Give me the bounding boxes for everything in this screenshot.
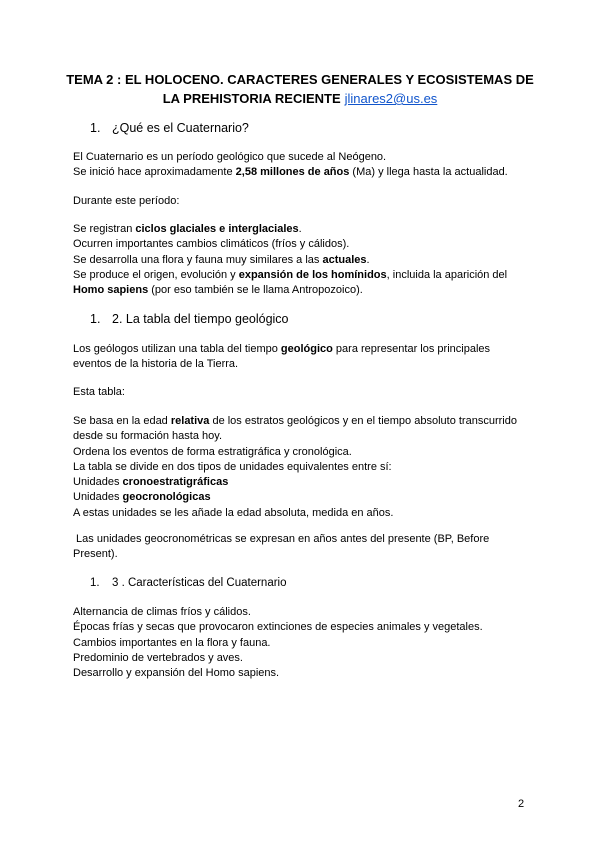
list-line: Ordena los eventos de forma estratigráfica y cronológica. xyxy=(73,445,352,458)
section-2-title: 2. La tabla del tiempo geológico xyxy=(112,312,289,326)
list-line xyxy=(73,268,543,283)
text-run: . xyxy=(366,253,370,266)
page-number: 2 xyxy=(518,798,525,810)
text-run: Se basa en la edad xyxy=(73,415,171,427)
paragraph-line: eventos de la historia de la Tierra. xyxy=(73,358,239,371)
list-item: Épocas frías y secas que provocaron extinciones de especies animales y vegetales. xyxy=(73,621,483,634)
list-line xyxy=(73,283,543,298)
bold-text: 2,58 millones de años xyxy=(235,166,350,179)
section-3-number: 1. xyxy=(90,577,100,589)
section-3-heading xyxy=(90,577,287,589)
section-1-intro xyxy=(73,150,543,181)
section-2-note xyxy=(73,532,543,563)
list-item: Cambios importantes en la flora y fauna. xyxy=(73,636,271,649)
list-line xyxy=(73,222,543,237)
text-run: , incluida la aparición del xyxy=(386,268,508,281)
section-2-number: 1. xyxy=(90,312,101,326)
list-line xyxy=(73,253,543,268)
section-2-list xyxy=(73,414,543,521)
list-line: Ocurren importantes cambios climáticos (fríos y cálidos). xyxy=(73,238,350,251)
list-line xyxy=(73,475,543,490)
bold-text: relativa xyxy=(170,415,210,427)
paragraph-line: Esta tabla: xyxy=(73,386,125,398)
list-line: desde su formación hasta hoy. xyxy=(73,430,222,443)
bold-text: geocronológicas xyxy=(122,491,211,504)
text-run: para representar los principales xyxy=(332,343,491,355)
section-1-heading xyxy=(90,121,249,135)
bold-text: actuales xyxy=(322,253,367,266)
text-run: de los estratos geológicos y en el tiempo absoluto transcurrido xyxy=(209,415,517,427)
text-run: Se desarrolla una flora y fauna muy similares a las xyxy=(73,253,323,266)
paragraph-line: Las unidades geocronométricas se expresan en años antes del presente (BP, Before xyxy=(73,533,490,545)
section-1-title: ¿Qué es el Cuaternario? xyxy=(112,121,249,135)
list-line: La tabla se divide en dos tipos de unidades equivalentes entre sí: xyxy=(73,460,392,473)
title-line-1: TEMA 2 : EL HOLOCENO. CARACTERES GENERALES Y ECOSISTEMAS DE xyxy=(66,72,534,87)
list-item: Alternancia de climas fríos y cálidos. xyxy=(73,606,251,618)
paragraph-line: Present). xyxy=(73,548,118,561)
section-1-subintro xyxy=(73,194,543,209)
paragraph-line: Durante este período: xyxy=(73,195,180,207)
text-run: Los geólogos utilizan una tabla del tiempo xyxy=(73,343,281,355)
section-2-intro xyxy=(73,342,543,373)
bold-text: ciclos glaciales e interglaciales xyxy=(135,223,299,235)
email-link[interactable]: jlinares2@us.es xyxy=(344,91,438,106)
list-item: Predominio de vertebrados y aves. xyxy=(73,651,243,664)
text-run: Se registran xyxy=(73,223,136,235)
bold-text: Homo sapiens xyxy=(73,284,149,297)
section-3-title: 3 . Características del Cuaternario xyxy=(112,577,287,589)
text-run: (Ma) y llega hasta la actualidad. xyxy=(349,166,508,179)
list-line xyxy=(73,414,543,429)
section-1-list xyxy=(73,222,543,298)
section-1-number: 1. xyxy=(90,121,101,135)
document-title xyxy=(40,70,560,108)
paragraph-line: El Cuaternario es un período geológico que sucede al Neógeno. xyxy=(73,151,387,163)
title-line-2 xyxy=(40,89,560,108)
list-line: A estas unidades se les añade la edad absoluta, medida en años. xyxy=(73,506,394,519)
paragraph-line xyxy=(73,342,543,357)
text-run: Unidades xyxy=(73,491,123,504)
title-line-2-text: LA PREHISTORIA RECIENTE xyxy=(162,91,341,106)
list-item: Desarrollo y expansión del Homo sapiens. xyxy=(73,667,280,680)
text-run: . xyxy=(298,223,302,235)
section-2-heading xyxy=(90,312,289,326)
section-3-list xyxy=(73,605,543,681)
paragraph-line xyxy=(73,165,543,180)
section-2-subintro xyxy=(73,385,543,400)
text-run: (por eso también se le llama Antropozoico). xyxy=(148,284,363,297)
bold-text: geológico xyxy=(280,343,333,355)
bold-text: cronoestratigráficas xyxy=(122,476,229,489)
text-run: Unidades xyxy=(73,476,123,489)
text-run: Se produce el origen, evolución y xyxy=(73,268,239,281)
list-line xyxy=(73,490,543,505)
text-run: Se inició hace aproximadamente xyxy=(73,166,236,179)
bold-text: expansión de los homínidos xyxy=(238,268,387,281)
